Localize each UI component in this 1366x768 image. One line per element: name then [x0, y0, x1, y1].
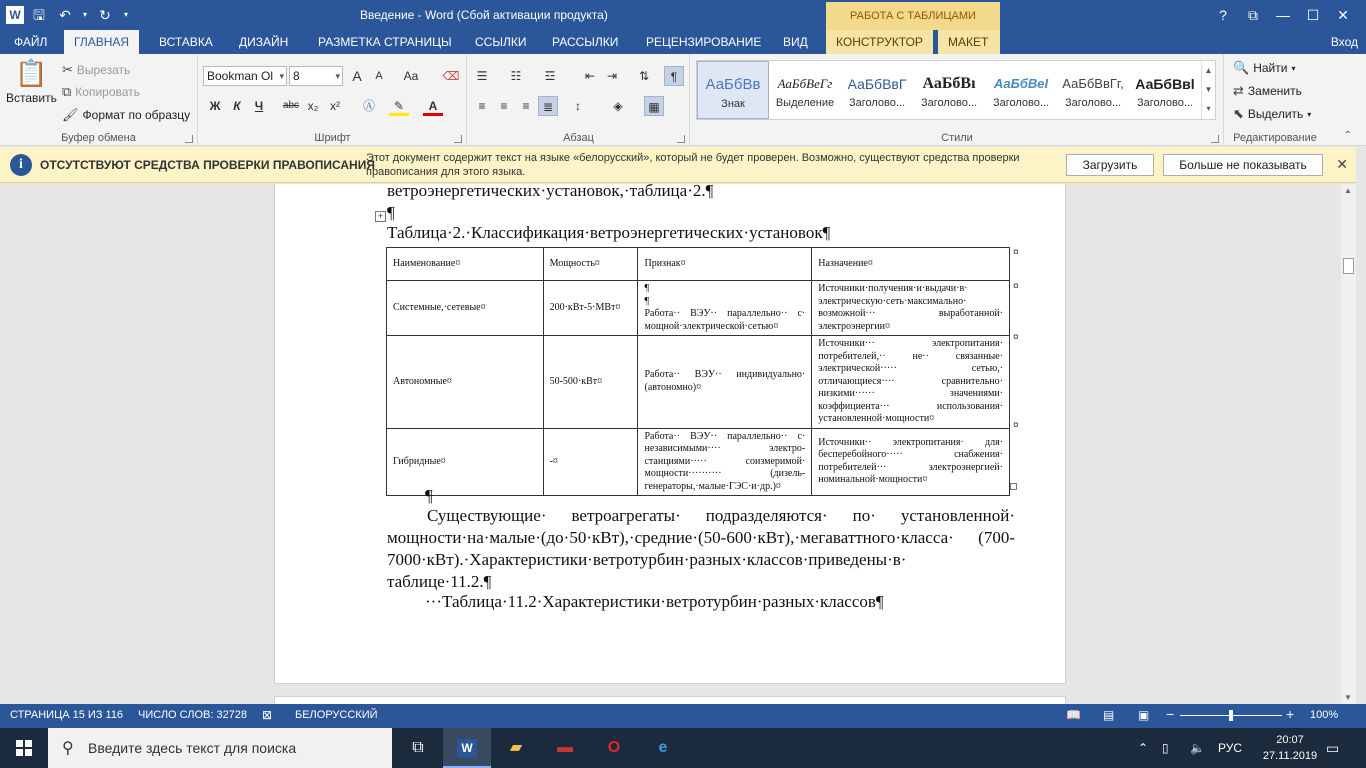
style-item[interactable]: АаБбВвГг, Заголово... [1062, 76, 1124, 109]
paste-button[interactable]: 📋 Вставить [6, 58, 57, 105]
ribbon-display-options-button[interactable]: ⧉ [1248, 7, 1258, 23]
table-header-cell[interactable]: Наименование¤ [387, 248, 544, 281]
shrink-font-button[interactable]: A [375, 70, 383, 82]
zoom-level[interactable]: 100% [1310, 709, 1339, 721]
tab-table-layout[interactable]: МАКЕТ [938, 30, 1000, 54]
spelling-message-bar [0, 147, 1356, 183]
keyboard-language[interactable]: РУС [1218, 741, 1243, 755]
table-header-cell[interactable]: Назначение¤ [812, 248, 1010, 281]
read-mode-icon[interactable]: 📖 [1066, 708, 1081, 722]
table-header-row [387, 248, 1010, 281]
ribbon-tabs [0, 30, 1366, 54]
style-item[interactable]: АаБбВеI Заголово... [992, 76, 1050, 109]
styles-launcher-icon[interactable] [1211, 135, 1219, 143]
find-button[interactable]: 🔍 Найти ▾ [1233, 60, 1296, 75]
quick-access-toolbar [6, 4, 132, 26]
tab-table-design[interactable]: КОНСТРУКТОР [826, 30, 933, 54]
sort-icon[interactable]: ⇅ [638, 69, 650, 83]
scroll-down-icon[interactable]: ▼ [1344, 693, 1352, 702]
customize-qat-icon[interactable]: ▾ [123, 10, 128, 19]
table-cell[interactable]: Источники·получения·и·выдачи·в· электрическую·сеть·максимально· возможной··· выработанной· электроэнергии¤ [812, 281, 1010, 336]
table-cell[interactable]: -¤ [543, 428, 638, 496]
classification-table[interactable] [386, 247, 1010, 496]
word-count[interactable]: ЧИСЛО СЛОВ: 32728 [138, 709, 248, 721]
font-group [199, 54, 467, 146]
vertical-scrollbar[interactable] [1341, 184, 1356, 704]
undo-icon[interactable]: ↶ [59, 7, 71, 23]
scroll-thumb[interactable] [1343, 258, 1354, 274]
table-cell[interactable]: 50-500·кВт¤ [543, 336, 638, 429]
table-cell[interactable]: Автономные¤ [387, 336, 544, 429]
font-size-combo[interactable]: 8 ▾ [289, 66, 343, 86]
borders-icon[interactable]: ▦ [644, 96, 664, 116]
title-bar [0, 0, 1366, 30]
line-spacing-icon[interactable]: ↕ [575, 99, 581, 113]
table-header-cell[interactable]: Мощность¤ [543, 248, 638, 281]
redo-icon[interactable]: ↻ [99, 7, 111, 23]
table-tools-context-label: РАБОТА С ТАБЛИЦАМИ [826, 2, 1000, 30]
page-count[interactable]: СТРАНИЦА 15 ИЗ 116 [10, 709, 124, 721]
replace-icon: ⇄ [1233, 83, 1244, 98]
table-row [387, 281, 1010, 336]
search-icon: ⚲ [62, 740, 74, 757]
tab-layout[interactable]: РАЗМЕТКА СТРАНИЦЫ [318, 35, 452, 49]
copy-button[interactable]: ⧉ Копировать [62, 84, 140, 99]
chevron-down-icon: ▾ [1291, 63, 1296, 73]
styles-group-label: Стили [941, 132, 973, 144]
table-header-cell[interactable]: Признак¤ [638, 248, 812, 281]
table-cell[interactable]: 200·кВт-5·МВт¤ [543, 281, 638, 336]
copy-icon: ⧉ [62, 84, 72, 99]
paragraph-group-label: Абзац [563, 132, 594, 144]
multilevel-list-icon[interactable]: ☲ [544, 69, 556, 83]
show-formatting-marks-icon[interactable]: ¶ [664, 66, 684, 86]
font-group-label: Шрифт [314, 132, 351, 144]
message-title: ОТСУТСТВУЮТ СРЕДСТВА ПРОВЕРКИ ПРАВОПИСАНИЯ [40, 158, 375, 172]
tab-design[interactable]: ДИЗАЙН [239, 35, 289, 49]
proofing-icon[interactable]: ⊠ [262, 708, 273, 722]
zoom-slider-thumb[interactable] [1229, 710, 1233, 721]
editing-group [1225, 54, 1325, 146]
window-title: Введение - Word (Сбой активации продукта) [360, 8, 608, 22]
highlight-icon[interactable]: ✎ [389, 96, 409, 116]
web-layout-icon[interactable]: ▣ [1138, 708, 1150, 722]
zoom-in-button[interactable]: + [1286, 706, 1295, 722]
row-end-mark: ¤ [1013, 247, 1019, 258]
align-right-icon[interactable]: ≡ [522, 99, 530, 113]
tray-chevron-icon[interactable]: ⌃ [1138, 741, 1149, 755]
zoom-out-button[interactable]: − [1166, 706, 1175, 722]
help-button[interactable]: ? [1219, 7, 1227, 23]
row-end-mark: ¤ [1013, 332, 1019, 343]
tab-file[interactable]: ФАЙЛ [14, 35, 48, 49]
style-item[interactable]: АаБбВв Знак [697, 61, 769, 119]
opera-icon[interactable]: O [607, 739, 621, 756]
style-item[interactable]: АаБбВеГг Выделение [775, 76, 835, 109]
table-caption[interactable]: Таблица·2.·Классификация·ветроэнергетических·установок¶ [387, 223, 831, 242]
empty-paragraph[interactable]: ¶ [425, 486, 433, 505]
status-bar [0, 704, 1366, 728]
tab-mailings[interactable]: РАССЫЛКИ [552, 35, 619, 49]
word-taskbar-icon[interactable]: W [443, 728, 491, 768]
change-case-button[interactable]: Aa [403, 69, 419, 83]
table-caption-2[interactable]: ···Таблица·11.2·Характеристики·ветротурбин·разных·классов¶ [425, 592, 884, 611]
save-icon[interactable]: 🖫 [33, 7, 45, 23]
notifications-icon[interactable]: ▭ [1326, 740, 1340, 756]
paragraph-launcher-icon[interactable] [677, 135, 685, 143]
volume-icon[interactable]: 🔈 [1190, 741, 1205, 755]
message-text: Этот документ содержит текст на языке «белорусский», который не будет проверен. Возможно, существуют средства проверки правописания для этого языка. [366, 152, 1020, 178]
table-cell[interactable]: Источники·· электропитания· для· бесперебойного····· снабжения· потребителей··· электроэнергией· номинальной·мощности¤ [812, 428, 1010, 496]
clipboard-group-label: Буфер обмена [61, 132, 136, 144]
align-left-icon[interactable]: ≡ [478, 99, 486, 113]
undo-dropdown-icon[interactable]: ▾ [82, 10, 87, 19]
search-placeholder: Введите здесь текст для поиска [88, 740, 297, 756]
row-end-mark: ¤ [1013, 420, 1019, 431]
tab-insert[interactable]: ВСТАВКА [159, 35, 213, 49]
style-item[interactable]: АаБбВı Заголово... [920, 75, 978, 109]
taskbar-search[interactable] [48, 728, 392, 768]
brush-icon: 🖌 [62, 107, 79, 122]
decrease-indent-icon[interactable]: ⇤ [584, 69, 596, 83]
clipboard-group [0, 54, 198, 146]
superscript-button[interactable]: x² [330, 99, 340, 113]
windows-logo-icon [16, 740, 32, 756]
task-view-icon[interactable]: ⧉ [412, 739, 424, 756]
clock-time: 20:07 [1276, 734, 1304, 746]
scroll-up-icon[interactable]: ▲ [1344, 186, 1352, 195]
clipboard-launcher-icon[interactable] [185, 135, 193, 143]
font-launcher-icon[interactable] [454, 135, 462, 143]
row-end-mark: ¤ [1013, 281, 1019, 292]
sign-in-link[interactable]: Вход [1330, 35, 1358, 49]
editing-group-label: Редактирование [1233, 132, 1317, 144]
styles-gallery [696, 60, 1216, 120]
document-page[interactable] [274, 184, 1066, 684]
minimize-button[interactable]: — [1276, 7, 1290, 23]
table-cell[interactable]: Работа·· ВЭУ·· индивидуально· (автономно)¤ [638, 336, 812, 429]
bold-button[interactable]: Ж [209, 99, 221, 113]
dont-show-again-button[interactable]: Больше не показывать [1163, 154, 1323, 176]
info-icon: i [10, 154, 32, 176]
tab-view[interactable]: ВИД [783, 35, 808, 49]
table-cell[interactable]: Системные,·сетевые¤ [387, 281, 544, 336]
font-color-icon[interactable]: A [423, 96, 443, 116]
grow-font-button[interactable]: A [352, 68, 362, 84]
tab-references[interactable]: ССЫЛКИ [475, 35, 527, 49]
tab-review[interactable]: РЕЦЕНЗИРОВАНИЕ [646, 35, 762, 49]
chevron-down-icon: ▾ [279, 71, 284, 81]
strikethrough-button[interactable]: abc [282, 100, 300, 111]
font-name-combo[interactable]: Bookman Ol ▾ [203, 66, 287, 86]
language-indicator[interactable]: БЕЛОРУССКИЙ [295, 709, 378, 721]
close-button[interactable]: ✕ [1337, 7, 1349, 23]
tab-home[interactable]: ГЛАВНАЯ [64, 30, 139, 54]
collapse-ribbon-icon[interactable]: ⌃ [1343, 130, 1352, 141]
bullets-icon[interactable]: ☰ [476, 69, 488, 83]
cursor-icon: ⬉ [1233, 106, 1244, 121]
shading-icon[interactable]: ◈ [613, 99, 623, 113]
maximize-button[interactable]: ☐ [1306, 7, 1320, 23]
start-button[interactable] [0, 728, 48, 768]
close-icon[interactable]: ✕ [1336, 156, 1348, 172]
scissors-icon: ✂ [62, 62, 73, 77]
download-button[interactable]: Загрузить [1066, 154, 1154, 176]
table-cell[interactable]: ¶ ¶ Работа·· ВЭУ·· параллельно·· с· мощной·электрической·сетью¤ [638, 281, 812, 336]
underline-button[interactable]: Ч [254, 99, 264, 113]
align-center-icon[interactable]: ≡ [500, 99, 508, 113]
table-cell[interactable]: Работа·· ВЭУ·· параллельно·· с· независимыми···· электро-станциями····· соизмеримой· мощности·········· (дизель-генераторы,·малые·ГЭС·и·др.)¤ [638, 428, 812, 496]
next-document-page[interactable] [274, 696, 1066, 704]
table-move-handle-icon[interactable]: + [375, 211, 386, 222]
cut-button[interactable]: ✂ Вырезать [62, 62, 131, 77]
justify-icon[interactable]: ≣ [538, 96, 558, 116]
edge-icon[interactable]: e [658, 739, 668, 756]
media-app-icon[interactable]: ▬ [557, 739, 573, 756]
search-icon: 🔍 [1233, 60, 1250, 75]
style-item[interactable]: АаБбВвl Заголово... [1135, 76, 1195, 109]
format-painter-button[interactable]: 🖌 Формат по образцу [62, 107, 191, 122]
subscript-button[interactable]: x₂ [307, 99, 319, 113]
table-cell[interactable]: Гибридные¤ [387, 428, 544, 496]
select-button[interactable]: ⬉ Выделить ▾ [1233, 106, 1312, 121]
clock[interactable] [1262, 732, 1318, 764]
document-area[interactable] [0, 184, 1356, 704]
increase-indent-icon[interactable]: ⇥ [606, 69, 618, 83]
print-layout-icon[interactable]: ▤ [1103, 708, 1115, 722]
chevron-down-icon: ▾ [1307, 109, 1312, 119]
taskbar [0, 728, 1366, 768]
clock-date: 27.11.2019 [1262, 750, 1318, 762]
empty-paragraph[interactable]: ¶ [387, 203, 395, 222]
style-item[interactable]: АаБбВвГ Заголово... [847, 76, 907, 109]
clear-formatting-icon[interactable]: ⌫ [442, 69, 460, 83]
paragraph-group [468, 54, 690, 146]
replace-button[interactable]: ⇄ Заменить [1233, 83, 1302, 98]
ribbon [0, 54, 1366, 146]
word-app-icon[interactable]: W [6, 6, 24, 24]
paste-icon: 📋 [15, 58, 48, 88]
numbering-icon[interactable]: ☷ [510, 69, 522, 83]
file-explorer-icon[interactable]: ▰ [509, 739, 523, 756]
styles-scroll[interactable]: ▲ ▼ ▾ [1201, 61, 1215, 119]
chevron-down-icon: ▾ [335, 71, 340, 81]
italic-button[interactable]: К [233, 99, 241, 113]
table-cell[interactable]: Источники··· электропитания· потребителей,·· не·· связанные· электрической····· сетью,· отличающиеся···· сравнительно· низкими······ значениями· коэффициента··· использования· установленной·мощности¤ [812, 336, 1010, 429]
body-paragraph[interactable]: Существующие· ветроагрегаты· подразделяются· по· установленной· мощности·на·малые·(до·50·кВт),·средние·(50-600·кВт),·мегаваттного·класса· (700-7000·кВт).·Характеристики·ветротурбин·разных·классов·приведены·в· таблице·11.2.¶ [387, 506, 1015, 591]
text-effects-icon[interactable]: Ⓐ [362, 99, 375, 113]
table-row [387, 336, 1010, 429]
network-icon[interactable]: ▯ [1162, 741, 1169, 755]
text-line[interactable]: ветроэнергетических·установок,·таблица·2.¶ [387, 184, 714, 200]
